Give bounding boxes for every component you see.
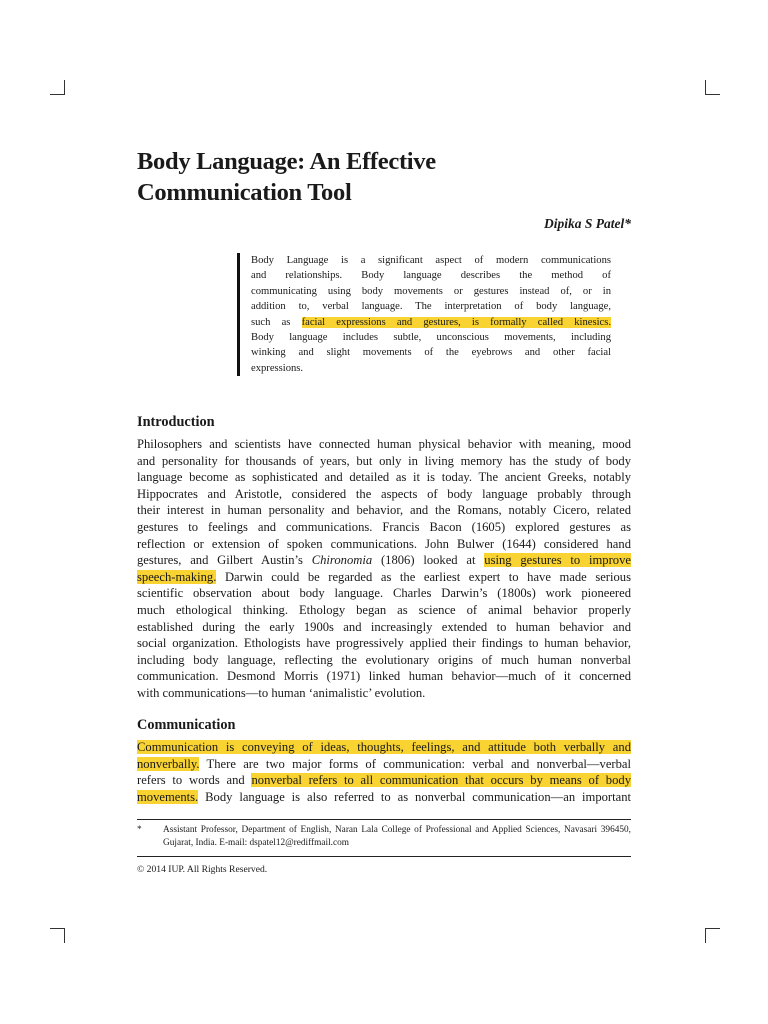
body-line xyxy=(137,739,631,756)
abstract-line: communicating using body movements or gestures instead of, or in xyxy=(251,285,611,297)
body-line: scientific observation about body language. Charles Darwin’s (1800s) work pioneered xyxy=(137,586,631,601)
body-line: gestures to feelings and communications. Francis Bacon (1605) explored gestures as xyxy=(137,519,631,534)
highlighted-text: speech-making. xyxy=(137,569,217,584)
introduction-heading: Introduction xyxy=(137,414,215,430)
highlighted-text: using gestures to improve xyxy=(484,553,631,568)
body-line xyxy=(137,569,631,586)
communication-heading: Communication xyxy=(137,717,236,733)
author-name: Dipika S Patel* xyxy=(544,216,631,231)
body-line: reflection or extension of spoken communications. John Bulwer (1644) considered hand xyxy=(137,536,631,551)
abstract-text: such as xyxy=(251,316,302,328)
body-text: (1806) looked at xyxy=(372,553,485,568)
title-line-2: Communication Tool xyxy=(137,179,352,206)
body-line xyxy=(137,772,631,789)
crop-mark-bottom-right xyxy=(705,928,720,943)
footnote-text: Assistant Professor, Department of English, Naran Lala College of Professional and Applied Sciences, Navasari 396450, Gujarat, India. E-mail: dspatel12@rediffmail.com xyxy=(163,825,631,848)
book-title: Chironomia xyxy=(311,553,373,568)
body-line: Hippocrates and Aristotle, considered the aspects of body language probably through xyxy=(137,486,631,501)
abstract-block xyxy=(237,253,611,376)
footnote-divider xyxy=(137,819,631,820)
communication-body xyxy=(137,739,631,805)
body-line xyxy=(137,552,631,569)
body-line: social organization. Ethologists have progressively applied their findings to human behavior, xyxy=(137,636,631,651)
highlighted-text: nonverbal refers to all communication that occurs by means of body xyxy=(251,773,631,788)
body-text: Darwin could be regarded as the earliest expert to have made serious xyxy=(216,569,631,584)
abstract-line: Body Language is a significant aspect of modern communications xyxy=(251,255,611,266)
abstract-line: Body language includes subtle, unconscious movements, including xyxy=(251,332,611,344)
body-line xyxy=(137,756,631,773)
body-text: gestures, and Gilbert Austin’s xyxy=(137,553,312,568)
body-line: and personality for thousands of years, but only in living memory has the study of body xyxy=(137,453,631,468)
copyright-divider xyxy=(137,856,631,857)
body-line: including body language, reflecting the evolutionary origins of much human nonverbal xyxy=(137,652,631,667)
body-line xyxy=(137,789,631,806)
body-line: much ethological thinking. Ethology began as science of animal behavior properly xyxy=(137,602,631,617)
body-line: established during the early 1900s and increasingly extended to human behavior and xyxy=(137,619,631,634)
highlighted-text: nonverbally. xyxy=(137,756,200,771)
crop-mark-bottom-left xyxy=(50,928,65,943)
abstract-line: addition to, verbal language. The interpretation of body language, xyxy=(251,301,611,313)
copyright-notice: © 2014 IUP. All Rights Reserved. xyxy=(137,864,268,875)
body-text: refers to words and xyxy=(137,773,252,788)
body-line: communication. Desmond Morris (1971) linked human behavior—much of it concerned xyxy=(137,669,631,684)
abstract-line xyxy=(251,315,611,330)
crop-mark-top-left xyxy=(50,80,65,95)
body-line: language become as sophisticated and detailed as it is today. The ancient Greeks, notably xyxy=(137,470,631,485)
body-text: Body language is also referred to as nonverbal communication—an important xyxy=(198,789,631,804)
highlighted-text: Communication is conveying of ideas, thoughts, feelings, and attitude both verbally and xyxy=(137,740,631,754)
body-line: Philosophers and scientists have connected human physical behavior with meaning, mood xyxy=(137,437,631,451)
highlighted-text: movements. xyxy=(137,789,199,804)
footnote xyxy=(137,824,631,850)
body-line: their interest in human personality and behavior, and the Romans, notably Cicero, related xyxy=(137,503,631,518)
title-line-1: Body Language: An Effective xyxy=(137,148,436,175)
body-line: with communications—to human ‘animalistic’ evolution. xyxy=(137,685,426,700)
abstract-line: winking and slight movements of the eyebrows and other facial xyxy=(251,347,611,359)
article-title xyxy=(137,146,637,208)
introduction-body xyxy=(137,436,631,702)
abstract-line: expressions. xyxy=(251,362,304,374)
highlighted-text: facial expressions and gestures, is formally called kinesics. xyxy=(301,316,611,328)
body-text: There are two major forms of communication: verbal and nonverbal—verbal xyxy=(199,756,631,771)
footnote-marker: * xyxy=(137,825,142,835)
crop-mark-top-right xyxy=(705,80,720,95)
abstract-line: and relationships. Body language describes the method of xyxy=(251,270,611,282)
